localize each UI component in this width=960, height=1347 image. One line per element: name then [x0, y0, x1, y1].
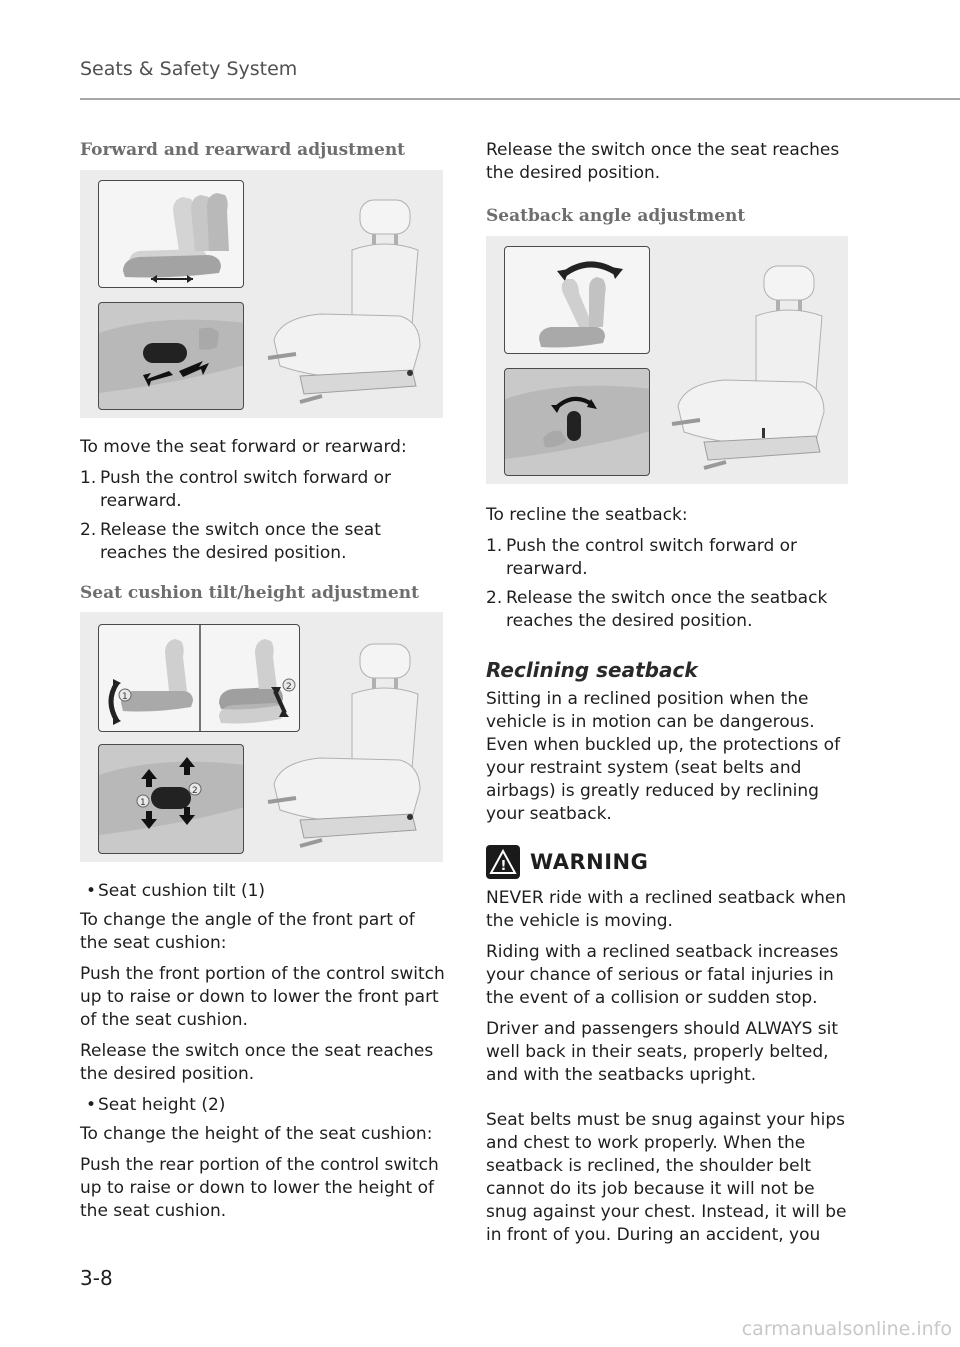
- section-heading-seatback-angle: Seatback angle adjustment: [486, 206, 746, 226]
- warning-p3: Driver and passengers should ALWAYS sit well back in their seats, properly belted, and with the seatbacks upright.: [486, 1019, 839, 1085]
- step-2: [80, 519, 445, 565]
- right-block-reclining: [486, 688, 851, 834]
- bullet-dot: •: [86, 881, 97, 901]
- header-divider: [80, 98, 960, 100]
- seat-illustration: [664, 256, 839, 478]
- page-number: 3-8: [80, 1266, 113, 1290]
- left-block-forward: [80, 436, 445, 571]
- seat-illustration: [260, 190, 435, 412]
- figure-inset-seatback-recline: [504, 246, 650, 354]
- figure-forward-rearward: [80, 170, 443, 418]
- p-seat-belts: Seat belts must be snug against your hips and chest to work properly. When the seatback is reclined, the shoulder belt cannot do its job because it will not be snug against your chest. Instead, it will be in front of you. During an accident, you: [486, 1110, 847, 1245]
- figure-inset-tilt-height-switch: [98, 744, 244, 854]
- p-rear-portion: Push the rear portion of the control switch up to raise or down to lower the height of the seat cushion.: [80, 1155, 439, 1221]
- step-number: 1.: [80, 468, 97, 488]
- slide-switch-illustration: [99, 303, 244, 410]
- figure-inset-slide-switch: [98, 302, 244, 410]
- step-text: Push the control switch forward or rearward.: [100, 468, 392, 511]
- watermark: carmanualsonline.info: [741, 1318, 952, 1340]
- figure-seatback-angle: [486, 236, 848, 484]
- step-number: 1.: [486, 536, 503, 556]
- warning-label: WARNING: [530, 850, 649, 874]
- section-heading-reclining-seatback: Reclining seatback: [486, 658, 698, 682]
- warning-p1: NEVER ride with a reclined seatback when the vehicle is moving.: [486, 888, 847, 931]
- height-label: 2: [286, 682, 292, 692]
- step-number: 2.: [486, 588, 503, 608]
- warning-triangle-svg: [489, 849, 517, 875]
- section-heading-cushion-tilt-height: Seat cushion tilt/height adjustment: [80, 583, 419, 603]
- p-angle: To change the angle of the front part of the seat cushion:: [80, 910, 415, 953]
- warning-icon-glyph: !: [500, 859, 507, 874]
- right-block-belts: [486, 1109, 851, 1255]
- intro-forward: To move the seat forward or rearward:: [80, 437, 407, 457]
- figure-cushion-tilt-height: [80, 612, 443, 862]
- p-release: Release the switch once the seat reaches the desired position.: [80, 1041, 434, 1084]
- step-2: [486, 587, 851, 633]
- recline-switch-illustration: [505, 369, 650, 476]
- step-text: Push the control switch forward or rearward.: [506, 536, 798, 579]
- seat-illustration: [260, 634, 435, 856]
- tilt-height-switch-illustration: [99, 745, 244, 854]
- switch-height-label: 2: [192, 786, 198, 796]
- warning-header: [486, 845, 648, 879]
- step-1: [486, 535, 851, 581]
- section-heading-forward-rearward: Forward and rearward adjustment: [80, 140, 406, 160]
- p-front-portion: Push the front portion of the control switch up to raise or down to lower the front part of the seat cushion.: [80, 964, 445, 1030]
- p-height: To change the height of the seat cushion:: [80, 1124, 433, 1144]
- bullet-text: Seat cushion tilt (1): [98, 881, 266, 901]
- warning-body: [486, 887, 851, 1095]
- bullet-dot: •: [86, 1095, 97, 1115]
- bullet-text: Seat height (2): [98, 1095, 226, 1115]
- step-number: 2.: [80, 520, 97, 540]
- figure-inset-recline-switch: [504, 368, 650, 476]
- tilt-label: 1: [122, 692, 128, 702]
- right-top-text: [486, 139, 851, 193]
- page-header-title: Seats & Safety System: [80, 58, 298, 80]
- warning-triangle-icon: [486, 845, 520, 879]
- warning-p2: Riding with a reclined seatback increases your chance of serious or fatal injuries in the event of a collision or sudden stop.: [486, 942, 839, 1008]
- step-text: Release the switch once the seat reaches the desired position.: [100, 520, 381, 563]
- intro-recline: To recline the seatback:: [486, 505, 688, 525]
- step-text: Release the switch once the seatback reaches the desired position.: [506, 588, 828, 631]
- p-release-top: Release the switch once the seat reaches the desired position.: [486, 140, 840, 183]
- bullet-cushion-tilt: [80, 880, 445, 903]
- seat-slide-illustration: [99, 181, 244, 288]
- p-reclined-dangerous: Sitting in a reclined position when the vehicle is in motion can be dangerous. Even when buckled up, the protections of your restraint system (seat belts and airbags) is greatly reduced by reclining your seatback.: [486, 689, 841, 824]
- step-1: [80, 467, 445, 513]
- figure-inset-seat-slide: [98, 180, 244, 288]
- right-block-recline: [486, 504, 851, 639]
- switch-tilt-label: 1: [140, 798, 146, 808]
- seatback-recline-illustration: [505, 247, 650, 354]
- left-block-cushion: [80, 880, 445, 1231]
- bullet-seat-height: [80, 1094, 445, 1117]
